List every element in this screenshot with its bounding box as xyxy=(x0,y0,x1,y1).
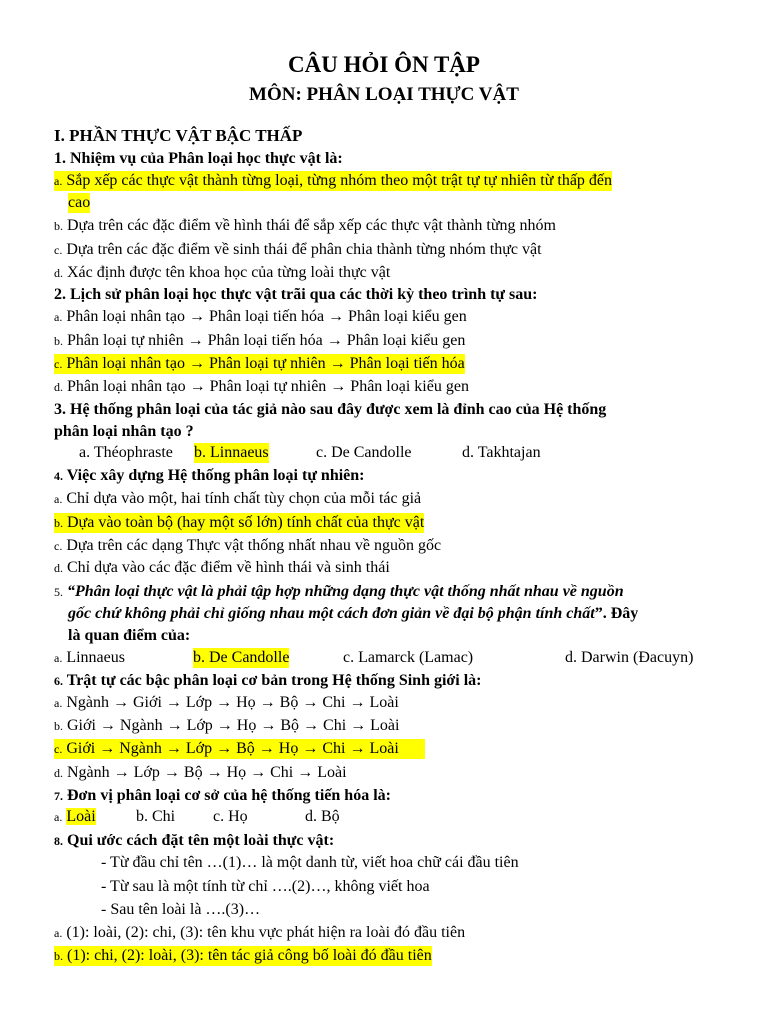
option-text: Phân loại tự nhiên → Phân loại tiến hóa → Phân loại kiểu gen xyxy=(67,332,466,349)
option-text: Linnaeus xyxy=(66,649,125,666)
question-5-line3: là quan điểm của: xyxy=(68,627,191,644)
quote-text: gốc chứ không phải chỉ giống nhau một cách đơn giản về đại bộ phận tính chất xyxy=(68,605,595,622)
option-text: (1): chi, (2): loài, (3): tên tác giả công bố loài đó đầu tiên xyxy=(67,947,432,964)
q2-option-c xyxy=(54,354,465,374)
q5-option-b: b. De Candolle xyxy=(193,649,290,666)
q5-option-c: c. Lamarck (Lamac) xyxy=(343,649,474,666)
question-text: Qui ước cách đặt tên một loài thực vật: xyxy=(67,832,335,849)
option-letter: c. xyxy=(54,539,63,553)
option-letter: a. xyxy=(54,696,63,710)
option-text: Dựa trên các dạng Thực vật thống nhất nhau về nguồn gốc xyxy=(66,537,442,554)
q5-option-a xyxy=(54,648,125,668)
option-letter: b. xyxy=(54,516,63,530)
question-text: Việc xây dựng Hệ thống phân loại tự nhiên: xyxy=(66,467,365,484)
option-letter: c. xyxy=(54,243,63,257)
q3-option-c: c. De Candolle xyxy=(316,444,412,461)
q1-option-d xyxy=(54,263,390,283)
option-letter: b. xyxy=(54,219,63,233)
option-text: Phân loại nhân tạo → Phân loại tiến hóa → Phân loại kiểu gen xyxy=(66,308,467,325)
option-text: Dựa trên các đặc điểm về sinh thái để phân chia thành từng nhóm thực vật xyxy=(66,241,542,258)
question-1: 1. Nhiệm vụ của Phân loại học thực vật là: xyxy=(54,150,343,167)
option-text: Dựa vào toàn bộ (hay một số lớn) tính chất của thực vật xyxy=(67,514,425,531)
q8-option-b xyxy=(54,946,432,966)
option-letter: d. xyxy=(54,561,63,575)
question-text: Đơn vị phân loại cơ sở của hệ thống tiến hóa là: xyxy=(67,787,391,804)
question-number: 8. xyxy=(54,834,63,848)
option-text: Sắp xếp các thực vật thành từng loại, từng nhóm theo một trật tự tự nhiên từ thấp đến xyxy=(66,172,613,189)
q4-option-b xyxy=(54,513,424,533)
q2-option-d xyxy=(54,377,469,397)
question-8 xyxy=(54,831,334,851)
question-text: Trật tự các bậc phân loại cơ bản trong Hệ thống Sinh giới là: xyxy=(66,672,482,689)
section-heading: I. PHẦN THỰC VẬT BẬC THẤP xyxy=(54,126,303,145)
quote-text: “Phân loại thực vật là phải tập hợp những dạng thực vật thống nhất nhau về nguồn xyxy=(67,583,624,600)
option-letter: a. xyxy=(54,810,63,824)
option-text: Giới → Ngành → Lớp → Họ → Bộ → Chi → Loài xyxy=(67,717,400,734)
option-text: Loài xyxy=(66,808,96,825)
option-text: (1): loài, (2): chi, (3): tên khu vực phát hiện ra loài đó đầu tiên xyxy=(66,924,466,941)
q1-option-c xyxy=(54,240,542,260)
q6-option-a xyxy=(54,693,399,713)
q8-rule-1: - Từ đầu chỉ tên …(1)… là một danh từ, viết hoa chữ cái đầu tiên xyxy=(101,854,519,871)
option-text: Ngành → Lớp → Bộ → Họ → Chi → Loài xyxy=(67,764,347,781)
q8-rule-3: - Sau tên loài là ….(3)… xyxy=(101,901,261,918)
option-letter: d. xyxy=(54,766,63,780)
option-letter: b. xyxy=(54,949,63,963)
question-number: 6. xyxy=(54,674,63,688)
q5-option-d: d. Darwin (Đacuyn) xyxy=(565,649,694,666)
q4-option-a xyxy=(54,489,421,509)
option-text: Phân loại nhân tạo → Phân loại tự nhiên → Phân loại kiểu gen xyxy=(67,378,469,395)
q1-option-a xyxy=(54,171,612,191)
question-number: 7. xyxy=(54,789,63,803)
question-number: 5. xyxy=(54,585,63,599)
option-letter: a. xyxy=(54,310,63,324)
question-7 xyxy=(54,786,391,806)
q6-option-d xyxy=(54,763,347,783)
question-5-line1 xyxy=(54,582,624,602)
q7-option-c: c. Họ xyxy=(213,808,248,825)
q6-option-b xyxy=(54,716,399,736)
option-letter: a. xyxy=(54,651,63,665)
option-text: Xác định được tên khoa học của từng loài thực vật xyxy=(67,264,391,281)
option-letter: d. xyxy=(54,266,63,280)
q8-option-a xyxy=(54,923,465,943)
option-text: Dựa trên các đặc điểm về hình thái để sắp xếp các thực vật thành từng nhóm xyxy=(67,217,556,234)
q7-option-a xyxy=(54,807,96,827)
question-number: 4. xyxy=(54,469,63,483)
option-letter: b. xyxy=(54,719,63,733)
q4-option-c xyxy=(54,536,441,556)
q7-option-b: b. Chi xyxy=(136,808,176,825)
q3-option-a: a. Théophraste xyxy=(79,444,173,461)
option-letter: c. xyxy=(54,357,63,371)
question-2: 2. Lịch sử phân loại học thực vật trãi qua các thời kỳ theo trình tự sau: xyxy=(54,286,538,303)
option-text: Ngành → Giới → Lớp → Họ → Bộ → Chi → Loài xyxy=(66,694,399,711)
option-text: Phân loại nhân tạo → Phân loại tự nhiên → Phân loại tiến hóa xyxy=(66,355,465,372)
option-text: Chỉ dựa vào các đặc điểm về hình thái và sinh thái xyxy=(67,559,390,576)
q6-option-c xyxy=(54,739,425,759)
q3-option-b: b. Linnaeus xyxy=(194,444,269,461)
q1-option-b xyxy=(54,216,556,236)
q1-option-a-continued: cao xyxy=(68,194,91,211)
option-text: Giới → Ngành → Lớp → Bộ → Họ → Chi → Loài xyxy=(66,740,399,757)
q4-option-d xyxy=(54,558,390,578)
q7-option-d: d. Bộ xyxy=(305,808,340,825)
q2-option-a xyxy=(54,307,467,327)
page-title: CÂU HỎI ÔN TẬP xyxy=(288,52,480,77)
page-subtitle: MÔN: PHÂN LOẠI THỰC VẬT xyxy=(249,84,519,105)
option-letter: d. xyxy=(54,380,63,394)
q2-option-b xyxy=(54,331,465,351)
question-6 xyxy=(54,671,481,691)
q3-option-d: d. Takhtajan xyxy=(462,444,541,461)
question-3-line1: 3. Hệ thống phân loại của tác giả nào sau đây được xem là đỉnh cao của Hệ thống xyxy=(54,401,607,418)
quote-end: ”. Đây xyxy=(594,605,639,622)
option-letter: a. xyxy=(54,174,63,188)
question-4 xyxy=(54,466,364,486)
q8-rule-2: - Từ sau là một tính từ chỉ ….(2)…, không viết hoa xyxy=(101,878,430,895)
question-5-line2 xyxy=(68,604,638,624)
option-letter: a. xyxy=(54,492,63,506)
option-letter: a. xyxy=(54,926,63,940)
option-letter: c. xyxy=(54,742,63,756)
question-3-line2: phân loại nhân tạo ? xyxy=(54,423,194,440)
option-text: Chỉ dựa vào một, hai tính chất tùy chọn của mỗi tác giả xyxy=(66,490,422,507)
option-letter: b. xyxy=(54,334,63,348)
